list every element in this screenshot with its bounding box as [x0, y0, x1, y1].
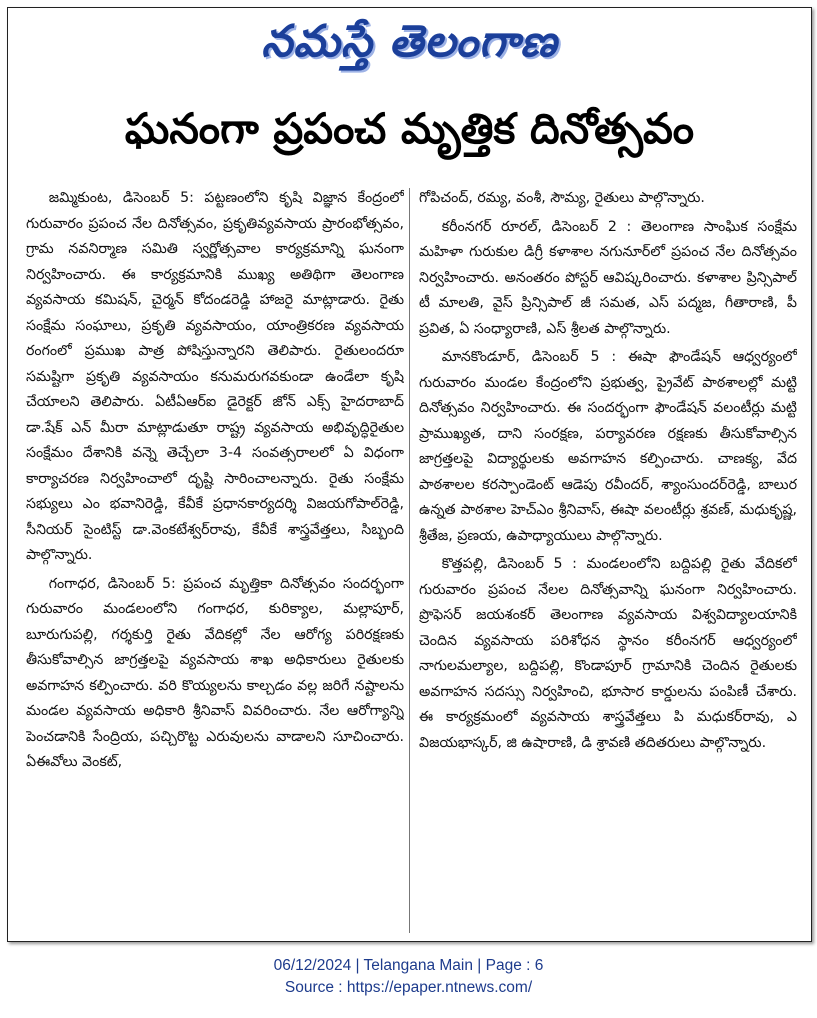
paragraph-gangadhara-continued: గోపిచంద్, రమ్య, వంశీ, సౌమ్య, రైతులు పాల్గొన్నారు.	[419, 190, 705, 206]
paragraph-manakondur: మానకొండూర్, డిసెంబర్ 5 : ఈషా ఫౌండేషన్ ఆధ్వర్యంలో గురువారం మండల కేంద్రంలోని ప్రభుత్వ, ప్రైవేట్ పాఠశాలల్లో మట్టి దినోత్సవం నిర్వహించారు. ఈ సందర్భంగా ఫౌండేషన్ వలంటీర్లు మట్టి ప్రాముఖ్యత, దాని సంరక్షణ, పర్యావరణ రక్షణకు తీసుకోవాల్సిన జాగ్రత్తలపై విద్యార్థులకు అవగాహన కల్పించారు. చాణక్య, వేద పాఠశాలల కరస్పాండెంట్ ఆడెపు రవీందర్, శ్యాంసుందర్‌రెడ్డి, బాలుర ఉన్నత పాఠశాల హెచ్‌ఎం శ్రీనివాస్, ఈషా వలంటీర్లు శ్రవణ్, మధుకృష్ణ, శ్రీతేజ, ప్రణయ, ఉపాధ్యాయులు పాల్గొన్నారు.	[419, 349, 797, 544]
masthead-logo: నమస్తే తెలంగాణ	[261, 16, 558, 67]
paragraph-kothapalli: కొత్తపల్లి, డిసెంబర్ 5 : మండలంలోని బద్దిపల్లి రైతు వేదికలో గురువారం ప్రపంచ నేలల దినోత్సవాన్ని ఘనంగా నిర్వహించారు. ప్రొఫెసర్ జయశంకర్ తెలంగాణ వ్యవసాయ విశ్వవిద్యాలయానికి చెందిన వ్యవసాయ పరిశోధన స్థానం కరీంనగర్ ఆధ్వర్యంలో నాగులమల్యాల, బద్దిపల్లి, కొండాపూర్ గ్రామానికి చెందిన రైతులకు అవగాహన సదస్సు నిర్వహించి, భూసార కార్డులను పంపిణీ చేశారు. ఈ కార్యక్రమంలో వ్యవసాయ శాస్త్రవేత్తలు పి మధుకర్‌రావు, ఎ విజయభాస్కర్, జి ఉషారాణి, డి శ్రావణి తదితరులు పాల్గొన్నారు.	[419, 556, 797, 751]
paragraph-karimnagar-rural: కరీంనగర్ రూరల్, డిసెంబర్ 2 : తెలంగాణ సాంఘిక సంక్షేమ మహిళా గురుకుల డిగ్రీ కళాశాల నగునూర్‌లో ప్రపంచ నేల దినోత్సవం నిర్వహించారు. అనంతరం పోస్టర్ ఆవిష్కరించారు. కళాశాల ప్రిన్సిపాల్ టీ మాలతి, వైస్ ప్రిన్సిపాల్ జీ సమత, ఎస్ పద్మజ, గీతారాణి, పీ ప్రవిత, ఏ సంధ్యారాణి, ఎస్ శ్రీలత పాల్గొన్నారు.	[419, 218, 797, 337]
paragraph-jammikunta: జమ్మికుంట, డిసెంబర్ 5: పట్టణంలోని కృషి విజ్ఞాన కేంద్రంలో గురువారం ప్రపంచ నేల దినోత్సవం, ప్రకృతివ్యవసాయ ప్రారంభోత్సవం, గ్రామ నవనిర్మాణ సమితి స్వర్ణోత్సవాల కార్యక్రమాన్ని ఘనంగా నిర్వహించారు. ఈ కార్యక్రమానికి ముఖ్య అతిథిగా తెలంగాణ వ్యవసాయ కమిషన్, చైర్మన్ కోదండరెడ్డి హాజరై మాట్లాడారు. రైతు సంక్షేమ సంఘాలు, ప్రకృతి వ్యవసాయం, యాంత్రికరణ వ్యవసాయ రంగంలో ప్రముఖ పాత్ర పోషిస్తున్నారని తెలిపారు. రైతులందరూ సమష్టిగా ప్రకృతి వ్యవసాయం కనుమరుగవకుండా ఉండేలా కృషి చేయాలని తెలిపారు. ఏటీఏఆర్ఐ డైరెక్టర్ జోన్ ఎక్స్ హైదరాబాద్ డా.షేక్ ఎన్ మీరా మాట్లాడుతూ రాష్ట్ర వ్యవసాయ అభివృద్ధిరైతుల సంక్షేమం దేశానికి వన్నె తెచ్చేలా 3-4 సంవత్సరాలలో ఏ విధంగా కార్యాచరణ నిర్వహించాలో దృష్టి సారించాలన్నారు. రైతు సంక్షేమ సభ్యులు ఎం భవానిరెడ్డి, కేవీకే ప్రధానకార్యదర్శి విజయగోపాల్‌రెడ్డి, సీనియర్ సైంటిస్ట్ డా.వెంకటేశ్వర్‌రావు, కేవీకే శాస్త్రవేత్తలు, సిబ్బంది పాల్గొన్నారు.	[26, 190, 404, 563]
left-column	[26, 186, 404, 934]
footer-source-link[interactable]: Source : https://epaper.ntnews.com/	[284, 979, 533, 996]
paragraph-gangadhara: గంగాధర, డిసెంబర్ 5: ప్రపంచ మృత్తికా దినోత్సవం సందర్భంగా గురువారం మండలంలోని గంగాధర, కురిక్యాల, మల్లాపూర్, బూరుగుపల్లి, గర్శకుర్తి రైతు వేదికల్లో నేల ఆరోగ్య పరిరక్షణకు తీసుకోవాల్సిన జాగ్రత్తలపై వ్యవసాయ శాఖ అధికారులు రైతులకు అవగాహన కల్పించారు. వరి కొయ్యలను కాల్చడం వల్ల జరిగే నష్టాలను మండల వ్యవసాయ అధికారి శ్రీనివాస్ వివరించారు. నేల ఆరోగ్యాన్ని పెంచడానికి సేంద్రియ, పచ్చిరొట్ట ఎరువులను వాడాలని సూచించారు. ఏఈవోలు వెంకట్,	[26, 575, 404, 770]
source-footer	[0, 955, 817, 999]
footer-date-page: 06/12/2024 | Telangana Main | Page : 6	[273, 957, 544, 974]
right-column	[419, 186, 797, 934]
article-headline: ఘనంగా ప్రపంచ మృత్తిక దినోత్సవం	[124, 104, 695, 153]
column-divider	[409, 188, 410, 933]
newspaper-clipping	[7, 7, 812, 942]
